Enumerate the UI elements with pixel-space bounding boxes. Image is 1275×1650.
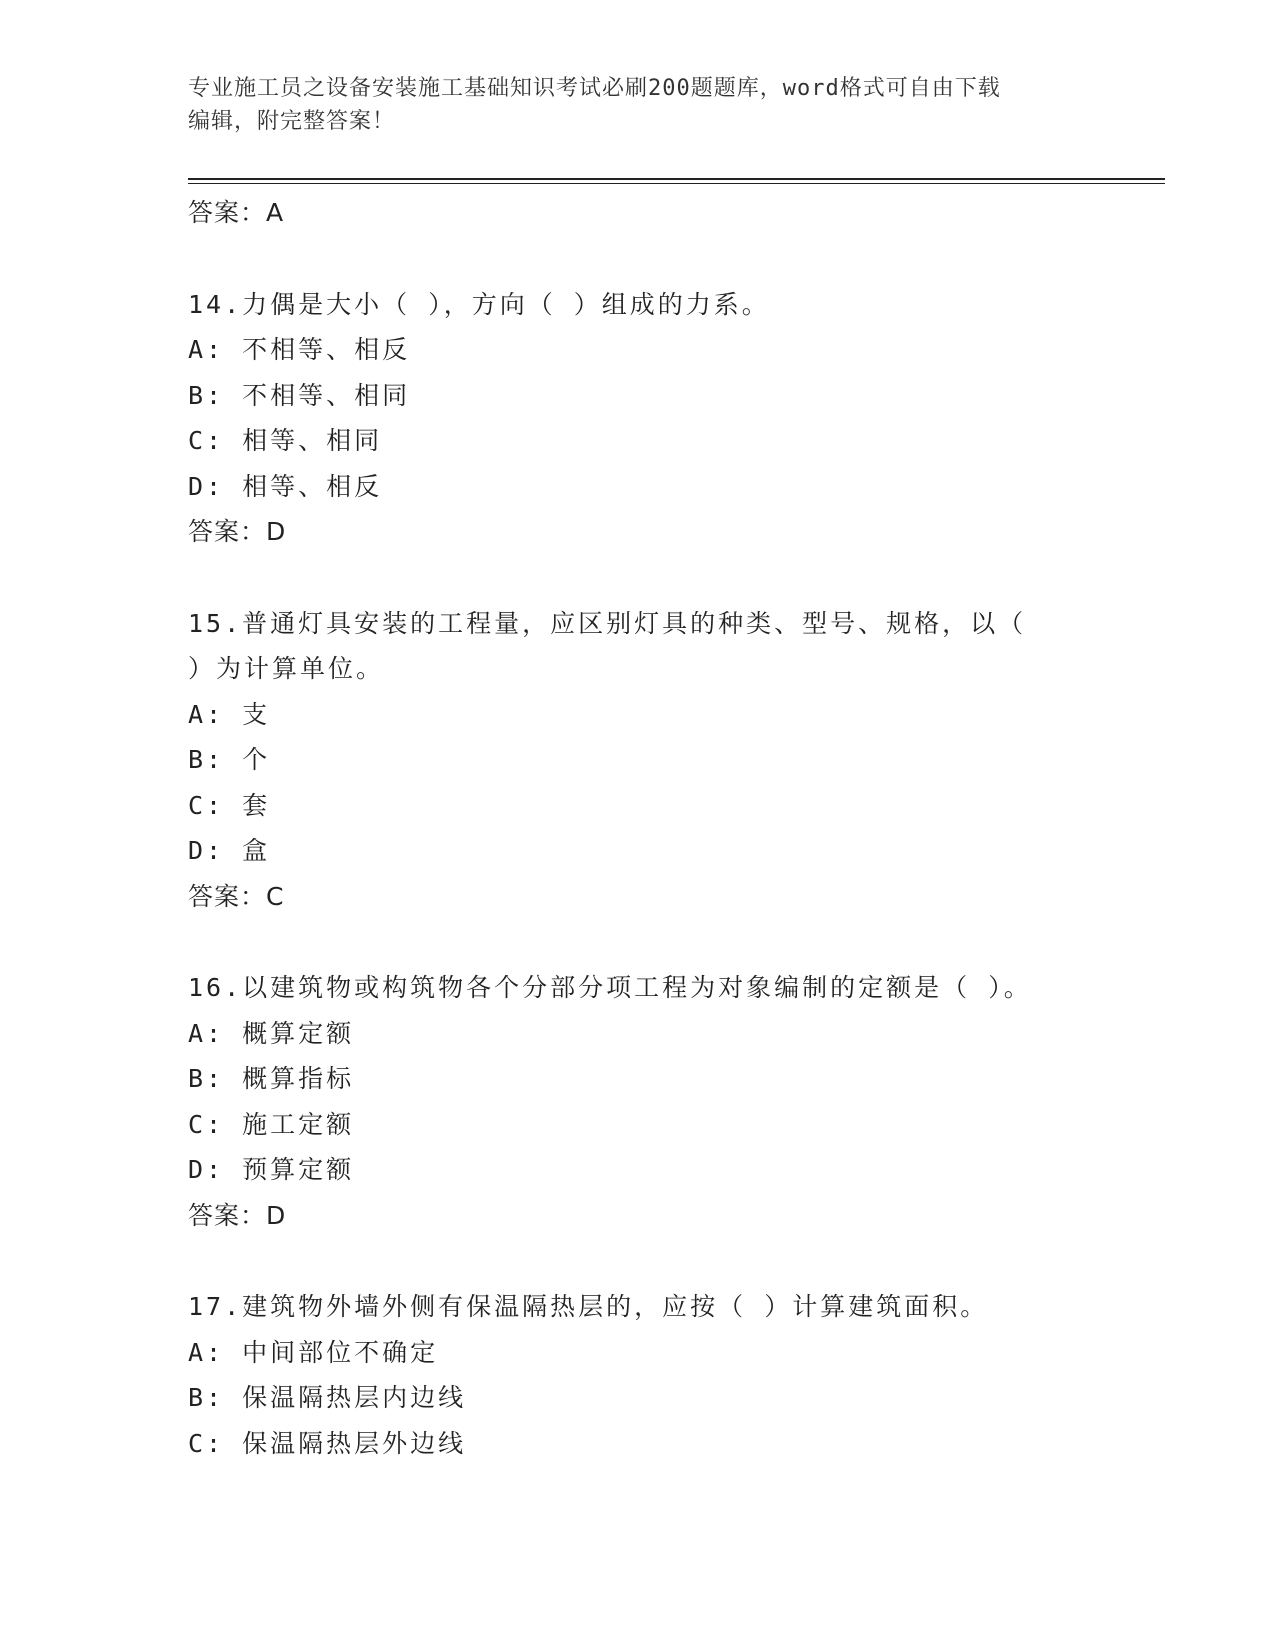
option-c: C: 套 [188, 790, 271, 820]
question-14 [188, 282, 1138, 555]
option-d: D: 预算定额 [188, 1155, 355, 1184]
question-list [188, 190, 1138, 1466]
question-16 [188, 965, 1138, 1238]
option-b: B: 保温隔热层内边线 [188, 1383, 467, 1412]
option-d: D: 盒 [188, 836, 271, 865]
option-d: D: 相等、相反 [188, 471, 383, 501]
spacer [188, 236, 1138, 282]
header-line-2: 编辑，附完整答案！ [188, 109, 396, 134]
answer: 答案：D [188, 517, 287, 546]
header-divider-thin [188, 183, 1165, 184]
option-a: A: 不相等、相反 [188, 335, 411, 364]
option-c: C: 保温隔热层外边线 [188, 1428, 467, 1458]
document-header [188, 72, 1088, 138]
option-b: B: 概算指标 [188, 1064, 355, 1093]
question-15 [188, 601, 1138, 920]
header-line-1: 专业施工员之设备安装施工基础知识考试必刷200题题库，word格式可自由下载 [188, 76, 1001, 101]
option-c: C: 施工定额 [188, 1109, 355, 1139]
previous-answer: 答案：A [188, 198, 285, 227]
question-stem: 16.以建筑物或构筑物各个分部分项工程为对象编制的定额是（ ）。 [188, 973, 1032, 1002]
option-c: C: 相等、相同 [188, 426, 383, 455]
spacer [188, 919, 1138, 965]
question-stem: 17.建筑物外墙外侧有保温隔热层的，应按（ ）计算建筑面积。 [188, 1292, 989, 1321]
option-b: B: 不相等、相同 [188, 380, 411, 410]
option-a: A: 概算定额 [188, 1018, 355, 1048]
question-stem: 14.力偶是大小（ ），方向（ ）组成的力系。 [188, 289, 770, 319]
question-stem-continued: ）为计算单位。 [188, 654, 385, 683]
answer: 答案：C [188, 881, 285, 911]
question-17 [188, 1284, 1138, 1466]
option-b: B: 个 [188, 745, 271, 774]
header-divider-thick [188, 178, 1165, 180]
answer: 答案：D [188, 1200, 287, 1230]
spacer [188, 555, 1138, 601]
option-a: A: 中间部位不确定 [188, 1337, 439, 1367]
spacer [188, 1238, 1138, 1284]
option-a: A: 支 [188, 699, 271, 729]
question-stem: 15.普通灯具安装的工程量，应区别灯具的种类、型号、规格，以（ [188, 608, 1027, 638]
